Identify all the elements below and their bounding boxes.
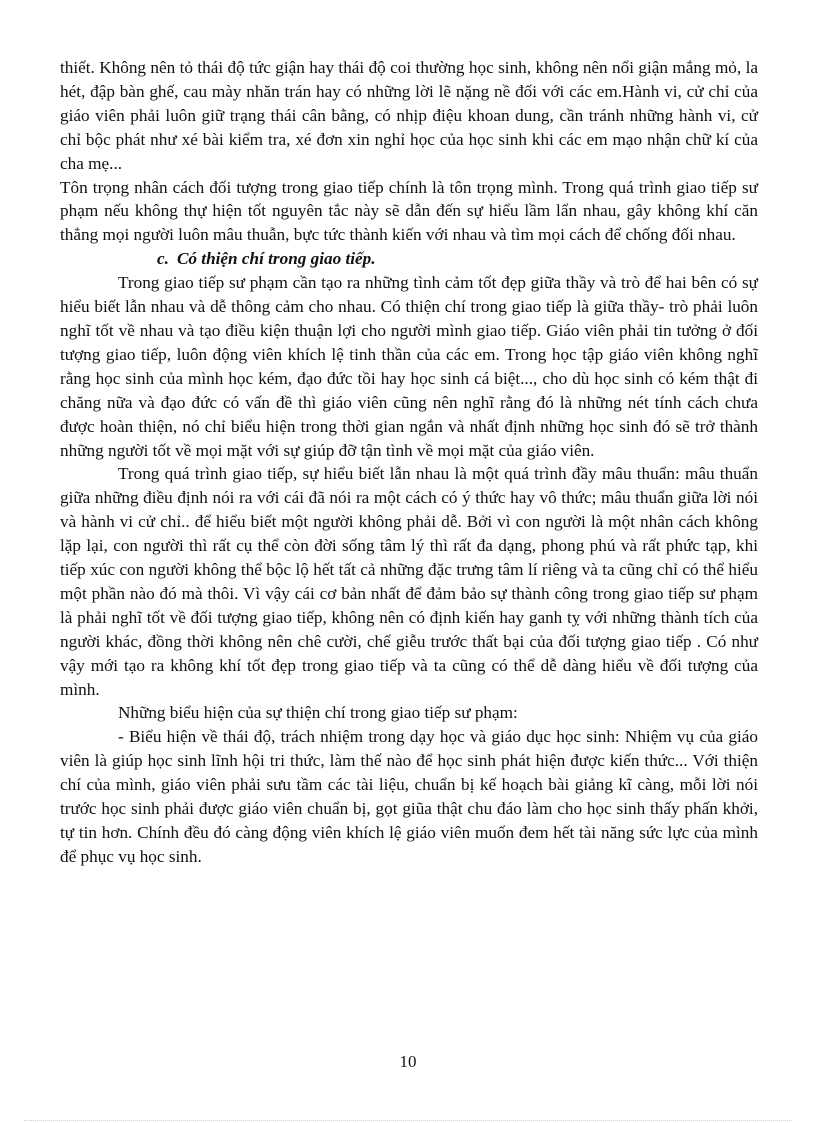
section-heading-label: c.: [157, 249, 169, 269]
page-body: [60, 56, 758, 869]
paragraph-goodwill: Trong giao tiếp sư phạm cần tạo ra những tình cảm tốt đẹp giữa thầy và trò để hai bên có sự hiểu biết lẫn nhau và dễ thông cảm cho nhau. Có thiện chí trong giao tiếp là giữa thầy- trò phải luôn nghĩ tốt về nhau và tạo điều kiện thuận lợi cho người mình giao tiếp. Giáo viên phải tin tưởng ở đối tượng giao tiếp, luôn động viên khích lệ tinh thần của các em. Trong học tập giáo viên không nghĩ rằng học sinh của mình học kém, đạo đức tồi hay học sinh cá biệt..., cho dù học sinh có kém thật đi chăng nữa và đạo đức có vấn đề thì giáo viên cũng nên nghĩ rằng đó là những nét tính cách chưa được hoàn thiện, nó chỉ biểu hiện trong thời gian ngắn và nhất định những học sinh đó sẽ trở thành những người tốt về mọi mặt với sự giúp đỡ tận tình về mọi mặt của giáo viên.: [60, 273, 758, 460]
paragraph-understanding: Trong quá trình giao tiếp, sự hiểu biết lẫn nhau là một quá trình đầy mâu thuẩn: mâu thuẩn giữa những điều định nói ra với cái đã nói ra một cách có ý thức hay vô thức; mâu thuẩn giữa lời nói và hành vi cử chỉ.. để hiểu biết một người không phải dễ. Bởi vì con người là một nhân cách không lặp lại, con người thì rất cụ thể còn đời sống tâm lý thì rất đa dạng, phong phú và rất phức tạp, khi tiếp xúc con người không thể bộc lộ hết tất cả những đặc trưng tâm lí riêng và ta cũng chỉ có thể hiểu một phần nào đó mà thôi. Vì vậy cái cơ bản nhất để đảm bảo sự thành công trong giao tiếp sư phạm là phải nghĩ tốt về đối tượng giao tiếp, không nên có định kiến hay ganh tỵ với những thành tích của người khác, đồng thời không nên chê cười, chế giễu trước thất bại của đối tượng giao tiếp . Có như vậy mới tạo ra không khí tốt đẹp trong giao tiếp và ta cũng có thể dễ dàng hiểu về đối tượng của mình.: [60, 464, 758, 699]
paragraph-continuation: thiết. Không nên tỏ thái độ tức giận hay thái độ coi thường học sinh, không nên nổi giận mắng mỏ, la hét, đập bàn ghế, cau mày nhăn trán hay có những lời lẽ nặng nề đối với các em.Hành vi, cử chỉ của giáo viên phải luôn giữ trạng thái cân bằng, có nhịp điệu khoan dung, cần tránh những hành vi, cử chỉ bộc phát như xé bài kiểm tra, xé đơn xin nghỉ học của học sinh khi các em mạo nhận chữ kí của cha mẹ...: [60, 58, 758, 173]
page-number: 10: [399, 1052, 417, 1071]
page-bottom-divider: [24, 1120, 792, 1121]
paragraph-expressions-intro: Những biểu hiện của sự thiện chí trong giao tiếp sư phạm:: [118, 703, 518, 723]
section-heading-text: Có thiện chí trong giao tiếp.: [176, 249, 376, 269]
paragraph-expression-attitude: - Biểu hiện về thái độ, trách nhiệm trong dạy học và giáo dục học sinh: Nhiệm vụ của giáo viên là giúp học sinh lĩnh hội tri thức, làm thế nào để học sinh phát hiện được kiến thức... Với thiện chí của mình, giáo viên phải sưu tầm các tài liệu, chuẩn bị kế hoạch bài giảng kĩ càng, mỗi lời nói trước học sinh phải được giáo viên chuẩn bị, gọt giũa thật chu đáo làm cho học sinh thấy phấn khởi, tự tin hơn. Chính đều đó càng động viên khích lệ giáo viên muốn đem hết tài năng sức lực của mình để phục vụ học sinh.: [60, 727, 758, 866]
section-heading: [60, 247, 758, 271]
paragraph-respect: Tôn trọng nhân cách đối tượng trong giao tiếp chính là tôn trọng mình. Trong quá trình giao tiếp sư phạm nếu không thự hiện tốt nguyên tắc này sẽ dẫn đến sự hiểu lầm lẩn nhau, gây không khí căn thẳng mọi người luôn mâu thuẫn, bực tức thành kiến với nhau và tìm mọi cách để chống đối nhau.: [60, 177, 758, 245]
